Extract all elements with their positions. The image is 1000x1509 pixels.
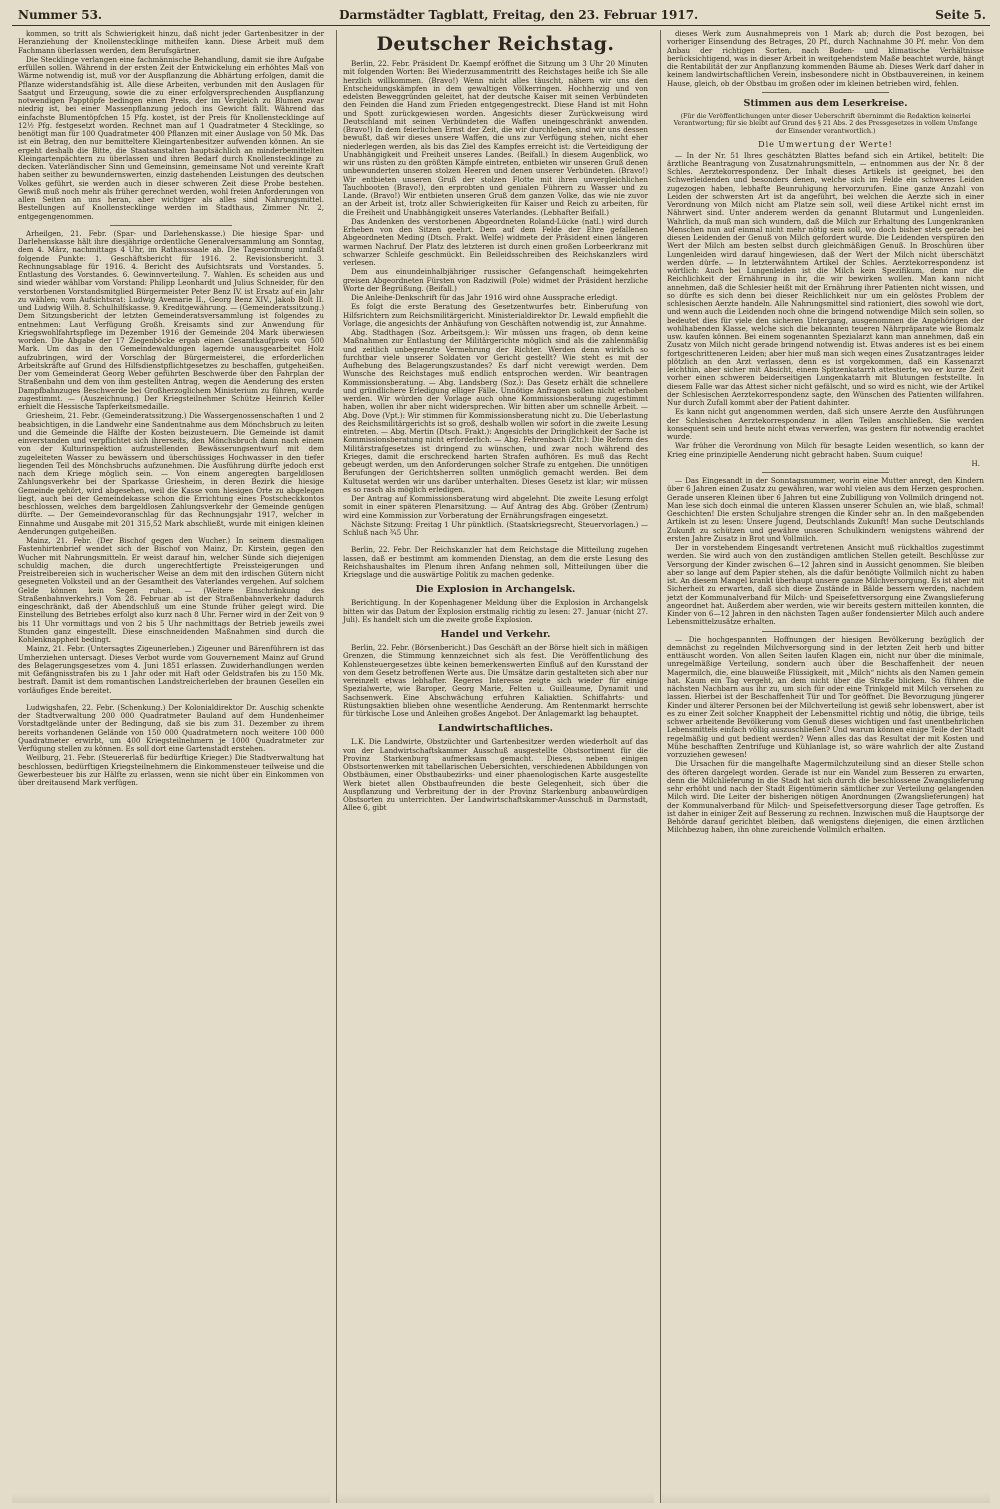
reichstag-radziwill: Dem aus einundeinhalbjähriger russischer Gefangenschaft heimgekehrten greisen Abgeordneten Fürsten von Radziwill (Pole) widmet der Präsident herzliche Worte der Begrüßung. (Beifall.) xyxy=(343,267,648,293)
letter-milk-suum-cuique: War früher die Verordnung von Milch für besagte Leiden wesentlich, so kann der Krieg eine prinzipielle Aenderung nicht gebracht haben. Suum cuique! xyxy=(667,441,984,459)
column-1 xyxy=(12,30,330,1503)
reichskanzler-note: Berlin, 22. Febr. Der Reichskanzler hat dem Reichstage die Mitteilung zugehen lassen, daß er bestimmt am kommenden Dienstag, an dem die erste Lesung des Reichshaushaltes im Plenum ihren Anfang nehmen soll, Mitteilungen über die Kriegslage und die auswärtige Politik zu machen gedenke. xyxy=(343,545,648,579)
divider xyxy=(762,472,889,473)
letter-milk-body: — In der Nr. 51 Ihres geschätzten Blattes befand sich ein Artikel, betitelt: Die ärztliche Beantragung von Zusatznahrungsmitteln, — entnommen aus der Nr. 8 der Schles. Aerztekorrespondenz. Der Inhalt dieses Artikels ist geeignet, bei den Schwerleidenden und besonders denen, welche sich im Felde ein schweres Leiden zugezogen haben, lebhafte Beunruhigung hervorzurufen. Eine ganze Anzahl von Leiden der schwersten Art ist da angeführt, bei welchen die Aerzte sich in einer Verordnung von Milch nicht am Platze sein soll, weil diese Artikel nicht ernst im Nährwert sind. Unter anderem werden da genannt Blutarmut und Lungenleiden. Wahrlich, da muß man sich wundern, daß die Milch zur Erhaltung des Lungenkranken Menschen nun auf einmal nicht mehr nötig sein soll, wo doch bisher stets gerade bei diesen Leidenden der Genuß von Milch gefordert wurde. Die Leidenden verspüren den Wert der Milch am besten selbst durch gleichmäßigen Genuß. In Broschüren über Lungenleiden wird darauf hingewiesen, daß der Wert der Milch nicht überschätzt werden dürfe. — In letzterwähntem Artikel der Schles. Aerztekorrespondenz ist wörtlich: Auch bei Lungenleiden ist die Milch kein Spezifikum, denn nur die Reichlichkeit der Ernährung in ihr, die wir bewirken wollen. Man kann nicht annehmen, daß die Schlesier heißt mit der Ernährung ihrer Patienten nicht wissen, und so dürfte es sich denn bei dieser Reichlichkeit nur um ein gelöstes Problem der schlesischen Aerzte handeln. Alle Nahrungsmittel sind rationiert, dies sowohl wie dort, und wenn auch die Leidenden noch ohne die bringend notwendige Milch sein sollen, so bedeutet dies für viele den sicheren Untergang, ausgenommen die Angehörigen der wohlhabenden Klasse, welche sich die bekannten teueren Nährpräparate wie Biomalz usw. kaufen können. Bei einem sogenannten Spezialarzt kann man annehmen, daß ein Zusatz von Milch nicht gerade bringend notwendig ist. Etwas anderes ist es bei einem fortgeschritteneren Leiden; aber hier muß man sich wegen eines Zusatzantrages leider plötzlich an den Arzt verlassen, denn es ist vorgekommen, daß ein Kassenarzt leichthin, aber sicher mit Absicht, einem Spitzenkatarrh attestierte, wo er kurze Zeit vorher einen schweren beiderseitigen Lungenkatarrh mit Blutungen feststellte. In diesem Falle war das Attest sicher nicht gefälscht, und so wird es nicht, wie der Artikel der Schlesischen Aerztekorrespondenz sagte, den Wünschen des Patienten willfahren. Nur durch Zufall kommt aber der Patient dahinter. xyxy=(667,150,984,408)
article-mainz-zigeuner: Mainz, 21. Febr. (Untersagtes Zigeunerleben.) Zigeuner und Bärenführern ist das Umherziehen untersagt. Dieses Verbot wurde vom Gouvernement Mainz auf Grund des Belagerungsgesetzes vom 4. Juni 1851 erlassen. Zuwiderhandlungen werden mit Gefängnisstrafen bis zu 1 Jahr oder mit Haft oder Geldstrafen bis zu 150 Mk. bestraft. Damit ist dem romantischen Landstreicherleben der braunen Gesellen ein vorläufiges Ende bereitet. xyxy=(18,644,324,695)
heading-explosion: Die Explosion in Archangelsk. xyxy=(415,584,576,596)
reichstag-next-session: Nächste Sitzung: Freitag 1 Uhr pünktlich. (Staatskriegsrecht, Steuervorlagen.) — Schluß nach ¾5 Uhr. xyxy=(343,519,648,537)
letter-children-milk: — Das Eingesandt in der Sonntagsnummer, worin eine Mutter anregt, den Kindern über 6 Jahren einen Zusatz zu gewähren, war wohl vielen aus dem Herzen gesprochen. Gerade unseren Kleinen über 6 Jahren tut eine Zubilligung von Vollmilch dringend not. Man lese sich doch einmal die unteren Klassen unserer Schulen an, wie blaß, schmal! Geschichten! Die ersten Schuljahre strengen die Kinder sehr an. In den maßgebenden Artikeln ist zu lesen: Unsere Jugend, Deutschlands Zukunft! Man suche Deutschlands Zukunft zu schützen und gewähre unseren Schulkindern wenigstens während der ersten Jahre Zusatz in Brot und Vollmilch. xyxy=(667,476,984,543)
divider xyxy=(110,699,232,700)
letter-milk-aerzte: Es kann nicht gut angenommen werden, daß sich unsere Aerzte den Ausführungen der Schlesischen Aerztekorrespondenz in allen Teilen anschließen. Sie werden konsequent sein und heute nicht etwas verwerfen, was gestern für notwendig erachtet wurde. xyxy=(667,407,984,442)
editor-reply-children: Der in vorstehendem Eingesandt vertretenen Ansicht muß rückhaltlos zugestimmt werden. Sie wird auch von den zuständigen amtlichen Stellen geteilt. Beschlüsse zur Versorgung der Kinder zwischen 6—12 Jahren sind in Aussicht genommen. Sie bleiben aber so lange auf dem Papier stehen, als die dafür benötigte Vollmilch nicht zu haben ist. An diesem Mangel krankt überhaupt unsere ganze Milchversorgung. Es ist aber mit Sicherheit zu erwarten, daß sich diese Zustände in Bälde bessern werden, nachdem jetzt der Kommunalverband für Milch- und Speisefettversorgung eine Zwangslieferung angeordnet hat. Außerdem aber werden, wie wir bereits gestern mitteilen konnten, die Kinder von 6—12 Jahren in den nächsten Tagen außer fondensierter Milch auch andere Lebensmittelzusätze erhalten. xyxy=(667,543,984,627)
heading-leserkreis: Stimmen aus dem Leserkreise. xyxy=(743,97,908,109)
explosion-correction: Berichtigung. In der Kopenhagener Meldung über die Explosion in Archangelsk bitten wir das Datum der Explosion erstmalig richtig zu lesen: 27. Januar (nicht 27. Juli). Es handelt sich um die zweite große Explosion. xyxy=(343,598,648,624)
divider xyxy=(762,631,889,632)
landwirtschaft-article: L.K. Die Landwirte, Obstzüchter und Gartenbesitzer werden wiederholt auf das von der Landwirtschaftskammer Ausschuß ausgestellte Obstsortiment für die Provinz Starkenburg aufmerksam gemacht. Dieses, neben einigen Obstsortenwerken mit tabellarischen Uebersichten, verschiedenen Abbildungen von Obstbäumen, einer Obstbaubezirks- und einer phaenologischen Karte ausgestellte Werk bietet allen Obstbaufreunden die beste Gelegenheit, sich über die Auspflanzung und Verbreitung der in der Provinz Starkenburg anbauwürdigen Obstsorten zu unterrichten. Der Landwirtschaftskammer-Ausschuß in Darmstadt, Allee 6, gibt xyxy=(343,737,648,813)
column-fade xyxy=(337,1493,654,1503)
page-number: Seite 5. xyxy=(935,8,986,22)
heading-handel: Handel und Verkehr. xyxy=(440,629,551,640)
reichstag-hilfsrichter: Es folgt die erste Beratung des Gesetzentwurfes betr. Einberufung von Hilfsrichtern zum Reichsmilitärgericht. Ministerialdirektor Dr. Lewald empfiehlt die Vorlage, die angesichts der Anhäufung von Geschäften notwendig ist, zur Annahme. xyxy=(343,302,648,328)
editor-reply-magermilch: Die Ursachen für die mangelhafte Magermilchzuteilung sind an dieser Stelle schon des öfteren dargelegt worden. Gerade ist nur ein Wandel zum Besseren zu erwarten, denn die Milchlieferung in die Stadt hat sich durch die beschlossene Zwangslieferung sehr erhöht und nach der Stadt Eigentümerin sämtlicher zur Verteilung gelangenden Milch wird. Die Leiter der bisherigen nötigen Anordnungen (Zwangslieferungen) hat der Kommunalverband für Milch- und Speisefettversorgung dieser Tage getroffen. Es ist daher in einiger Zeit auf Besserung zu rechnen. Inzwischen muß die Hauptsorge der Behörde darauf gerichtet bleiben, daß wenigstens diejenigen, die einen ärztlichen Milchbezug haben, ihn ohne zureichende Vollmilch erhalten. xyxy=(667,759,984,835)
reichstag-anleihe: Die Anleihe-Denkschrift für das Jahr 1916 wird ohne Aussprache erledigt. xyxy=(351,293,618,302)
letter-magermilch: — Die hochgespannten Hoffnungen der hiesigen Bevölkerung bezüglich der demnächst zu regelnden Milchversorgung sind in der letzten Zeit herb und bitter enttäuscht worden. Von allen Seiten laufen Klagen ein, nicht nur über die minimale, unregelmäßige Verteilung, sondern auch über die Beschaffenheit der neuen Magermilch, die, eine blauweiße Flüssigkeit, mit „Milch“ nichts als den Namen gemein hat. Kaum ein Tag vergeht, an dem nicht über die Straße blicken. So führen die nächsten Nachbarn aus ihr zu, um sich für oder eine Trinkgeld mit Milch versehen zu lassen. Hierbei ist der Beschaffenheit Tür und Tor geöffnet. Die Bevorzugung jüngerer Kinder und älterer Personen bei der Milchverteilung ist gewiß sehr lobenswert, aber ist es zu einer Zeit solcher Knappheit der Lebensmittel richtig und nötig, die übrige, teils schwer arbeitende Bevölkerung vom Genuß dieses wichtigen und fast unentbehrlichen Lebensmittels einfach völlig auszuschließen? Und warum können einige Teile der Stadt regelmäßig und gut bedient werden? Wenn alles das das Resultat der mit Kosten und Mühe beschafften Zentrifuge und Kühlanlage ist, so wäre wahrlich der alte Zustand vorzuziehen gewesen! xyxy=(667,634,984,760)
column-2 xyxy=(336,30,654,1503)
paper-date: Darmstädter Tagblatt, Freitag, den 23. Februar 1917. xyxy=(339,8,699,22)
divider xyxy=(762,92,889,93)
issue-number: Nummer 53. xyxy=(18,8,103,22)
boersenbericht: Berlin, 22. Febr. (Börsenbericht.) Das Geschäft an der Börse hielt sich in mäßigen Grenzen, die Stimmung kennzeichnet sich als fest. Die Veröffentlichung des Kohlensteuergesetzes übte keinen bemerkenswerten Einfluß auf den Kursstand der von dem Gesetz betroffenen Werte aus. Die Umsätze darin gestalteten sich aber nur vereinzelt etwas lebhafter. Regeres Interesse zeigte sich wieder für einige Spezialwerte, wie Baroper, Georg Marie, Felten u. Guilleaume, Dynamit und Sachsenwerk. Eine Abschwächung erfuhren Kaliaktien. Schiffahrts- und Rüstungsaktien blieben ohne wesentliche Aenderung. Am Rentenmarkt herrschte für türkische Lose und Anleihen großes Angebot. Der Anlagemarkt lag behauptet. xyxy=(343,643,648,718)
divider xyxy=(435,541,557,542)
subheading-umwertung: Die Umwertung der Werte! xyxy=(758,139,893,149)
columns xyxy=(12,30,990,1503)
editorial-disclaimer: (Für die Veröffentlichungen unter dieser Ueberschrift übernimmt die Redaktion keinerlei Verantwortung; für sie bleibt auf Grund des § 21 Abs. 2 des Pressgesetzes in vollem Umfange der Einsender verantwortlich.) xyxy=(673,111,978,135)
divider xyxy=(110,225,232,226)
column-fade xyxy=(12,1493,330,1503)
reichstag-opening: Berlin, 22. Febr. Präsident Dr. Kaempf eröffnet die Sitzung um 3 Uhr 20 Minuten mit folgenden Worten: Bei Wiederzusammentritt des Reichstages heiße ich Sie alle herzlich willkommen. (Bravo!) Wenn nicht alles täuscht, nähern wir uns den Entscheidungskämpfen in dem gewaltigen Völkerringen. Hochherzig und von edelsten Beweggründen geleitet, hat der deutsche Kaiser mit seinen Verbündeten den Feinden die Hand zum Frieden entgegengestreckt. Diese Hand ist mit Hohn und Spott zurückgewiesen worden. Angesichts dieser Zurückweisung wird Deutschland mit seinen Verbündeten die Waffen uneingeschränkt anwenden. (Bravo!) In dem feierlichen Ernst der Zeit, die wir durchleben, sind wir uns dessen bewußt, daß wir dieses unsere Waffen, die uns zur Verfügung stehen, nicht eher niederlegen werden, als bis das Ziel des Kampfes erreicht ist: die Verteidigung der Unabhängigkeit und Freiheit unseres Landes. (Beifall.) In diesem Augenblick, wo wir uns rüsten zu den größten Kämpfe eintreten, entbieten wir unseren Gruß denen unbewunderten unseren stolzen Heeren und denen unserer Verbündeten. (Bravo!) Wir entbieten unseren Gruß der stolzen Flotte mit ihren unvergleichlichen Tauchbooten (Bravo!), den erprobten und genialen Führern zu Wasser und zu Lande. (Bravo!) Wir entbieten unseren Gruß dem ganzen Volke, das wie nie zuvor an der Arbeit ist, trotz aller Schwierigkeiten für Kaiser und Reich zu arbeiten, für die Freiheit und Unabhängigkeit unseres Vaterlandes. (Lebhafter Beifall.) xyxy=(343,59,648,217)
reichstag-vote: Der Antrag auf Kommissionsberatung wird abgelehnt. Die zweite Lesung erfolgt somit in einer späteren Plenarsitzung. — Auf Antrag des Abg. Gröber (Zentrum) wird eine Kommission zur Vorberatung der Ernährungsfragen eingesetzt. xyxy=(343,494,648,520)
column-3 xyxy=(660,30,990,1503)
page-header xyxy=(12,8,990,26)
heading-landwirtschaft: Landwirtschaftliches. xyxy=(438,723,553,735)
article-griesheim: Griesheim, 21. Febr. (Gemeinderatssitzung.) Die Wassergenossenschaften 1 und 2 beabsichtigen, in die Landwehr eine Sandentnahme aus dem Mönchsbruch zu leiten und die Gemeinde die Hälfte der Kosten beizusteuern. Die Gemeinde ist damit einverstanden und verpflichtet sich ihrerseits, den Mönchsbruch dann nach einem von der Kulturinspektion aufzustellenden Bewässerungsentwurf mit dem zugeleiteten Wasser zu bewässern und überschüssiges Hochwasser in den tiefer liegenden Teil des Mönchsbruchs aufzunehmen. Die Ausführung dürfte jedoch erst nach dem Kriege möglich sein. — Von einem angeregten bargeldlosen Zahlungsverkehr bei der Sparkasse Griesheim, in deren Bezirk die hiesige Gemeinde gehört, wird abgesehen, weil die Kasse vom hiesigen Orte zu abgelegen liegt, auch bei der Gemeindekasse schon die Errichtung eines Postscheckkontos beschlossen, welches dem bargeldlosen Zahlungsverkehr der Gemeinde genügen dürfte. — Der Gemeindevoranschlag für das Rechnungsjahr 1917, welcher in Einnahme und Ausgabe mit 201 315,52 Mark abschließt, wurde mit einigen kleinen Aenderungen gutgeheißen. xyxy=(18,411,324,536)
article-weilburg: Weilburg, 21. Febr. (Steuererlaß für bedürftige Krieger.) Die Stadtverwaltung hat beschlossen, bedürftigen Kriegsteilnehmern die Einkommensteuer teilweise und die Gewerbesteuer bis zur Hälfte zu erlassen, wenn sie nicht über ein Einkommen von über dreitausend Mark verfügen. xyxy=(18,753,324,787)
landwirtschaft-continued: dieses Werk zum Ausnahmepreis von 1 Mark ab; durch die Post bezogen, bei vorheriger Einsendung des Betrages, 20 Pf., durch Nachnahme 30 Pf. mehr. Von dem Anbau der richtigen Sorten, nach Boden- und klimatische Verhältnisse berücksichtigend, was in dieser Arbeit in weitgehendstem Maße beachtet wurde, hängt die Rentabilität der zur Anpflanzung kommenden Bäume ab. Dieses Werk darf daher in keinem landwirtschaftlichen Verein, insbesondere nicht in Obstbauvereinen, in keinem Hause, gleich, ob der Obstbau im großen oder im kleinen betrieben wird, fehlen. xyxy=(667,30,984,88)
article-mainz-wucher: Mainz, 21. Febr. (Der Bischof gegen den Wucher.) In seinem diesmaligen Fastenhirtenbrief wendet sich der Bischof von Mainz, Dr. Kirstein, gegen den Wucher mit Nahrungsmitteln. Er weist darauf hin, welcher Sünde sich diejenigen schuldig machen, die durch ungerechtfertigte Preissteigerungen und Preistreibereien sich in wucherischer Weise an dem mit den irdischen Gütern nicht gesegneten Volksteil und an der Gesamtheit des Vaterlandes vergehen. Auf solchem Gelde können kein Segen ruhen. — (Weitere Einschränkung des Straßenbahnverkehrs.) Vom 28. Februar ab ist der Straßenbahnverkehr dadurch eingeschränkt, daß der Abendschluß um eine Stunde früher gelegt wird. Die Einstellung des Betriebes erfolgt also kurz nach 8 Uhr. Ferner wird in der Zeit von 9 bis 11 Uhr vormittags und von 2 bis 5 Uhr nachmittags der Betrieb jeweils zwei Stunden ganz eingestellt. Diese einschneidenden Maßnahmen sind durch die Kohlenknappheit bedingt. xyxy=(18,536,324,644)
article-knollen-body: Die Stecklinge verlangen eine fachmännische Behandlung, damit sie ihre Aufgabe erfüllen sollen. Während in der ersten Zeit der Entwickelung ein erhöhtes Maß von Wärme notwendig ist, muß vor der Auspflanzung die Abhärtung erfolgen, damit die Pflanze widerstandsfähig ist. Alle diese Arbeiten, verbunden mit den Auslagen für Saatgut und Erzeugung, sowie die zu einer erfolgversprechenden Auspflanzung notwendigen Papptöpfe bedingen einen Preis, der im Vergleich zu Blumen zwar niedrig ist, bei einer Massenpflanzung jedoch ins Gewicht fällt. Während das einfachste Blumentöpfchen 15 Pfg. kostet, ist der Preis für Knollenstecklinge auf 12½ Pfg. festgesetzt worden. Rechnet man auf 1 Quadratmeter 4 Stecklinge, so benötigt man für 100 Quadratmeter 400 Pflanzen mit einer Auslage von 50 Mk. Das ist ein Betrag, den nur bemitteltere Kleingartenbesitzer aufwenden können. An sie ergeht deshalb die Bitte, die Staatsanstalten hauptsächlich an minderbemittelten Kleingartenpächtern zu überlassen und ihren Bedarf durch Knollenstecklinge zu decken. Vaterländischer Sinn und Gemeinsinn, gemeinsame Not und vereinte Kraft haben seither zu bewundernswerten, einzig dastehenden Leistungen des deutschen Volkes geführt, sie werden auch in dieser schweren Zeit diese Probe bestehen. Gewiß muß noch mehr als früher gerechnet werden, wohl freien Anforderungen von allen Seiten an uns heran, aber wichtiger als alles sind Nahrungsmittel. Bestellungen auf Knollenstecklinge werden im Stadthaus, Zimmer Nr. 2, entgegengenommen. xyxy=(18,54,324,221)
column-fade xyxy=(661,1493,990,1503)
article-ludwigshafen: Ludwigshafen, 22. Febr. (Schenkung.) Der Kolonialdirektor Dr. Auschig schenkte der Stadtverwaltung 200 000 Quadratmeter Bauland auf dem Hundenheimer Vorstadtgelände unter der Bedingung, daß sie bis zum 31. Dezember zu ihrem bereits vorhandenen Gelände von 150 000 Quadratmetern noch weitere 100 000 Quadratmeter erwirbt, um 400 Kriegsteilnehmern je 1000 Quadratmeter zur Verfügung stellen zu können. Es soll dort eine Gartenstadt erstehen. xyxy=(18,702,324,753)
heading-reichstag: Deutscher Reichstag. xyxy=(376,33,615,55)
letter-signature: H. xyxy=(971,458,980,468)
reichstag-debate: Abg. Stadthagen (Soz. Arbeitsgem.): Wir müssen uns fragen, ob denn keine Maßnahmen zur Entlastung der Militärgerichte möglich sind als die zahlenmäßig und zeitlich unbegrenzte Vermehrung der Richter. Werden denn wirklich so furchtbar viele unserer Soldaten vor Gericht gestellt? Wie steht es mit der Aufhebung des Belagerungszustandes? Es darf nicht verewigt werden. Dem Wunsche des Reichstages muß endlich entsprochen werden. Wir beantragen Kommissionsberatung. — Abg. Landsberg (Soz.): Das Gesetz erhält die schnellere und gründlichere Erledigung elliger Fälle. Unnötige Anfragen sollen nicht erhoben werden. Wir würden der Vorlage auch ohne Kommissionsberatung zugestimmt haben, wollen ihr aber nicht widersprechen. Wir bitten aber um schnelle Arbeit. — Abg. Dove (Vpt.): Wir stimmen für Kommissionsberatung nicht zu. Die Ueberlastung des Reichsmilitärgerichts ist so groß, deshalb wollen wir sofort in die zweite Lesung eintreten. — Abg. Mertin (Dtsch. Frakt.): Angesichts der Dringlichkeit der Sache ist Kommissionsberatung nicht erforderlich. — Abg. Fehrenbach (Ztr.): Die Reform des Militärstrafgesetzes ist dringend zu wünschen, und zwar noch während des Krieges, damit die erschreckend harten Strafen aufhören. Es muß das Recht gebeugt werden, um den Anforderungen solcher Strafe zu entgehen. Die unnötigen Berufungen der Gerichtsherren sollten unmöglich gemacht werden. Bei dem Kultusetat werden wir uns darüber unterhalten. Dieses Gesetz ist klar; wir müssen es so rasch als möglich erledigen. xyxy=(343,328,648,494)
article-knollen-end: kommen, so tritt als Schwierigkeit hinzu, daß nicht jeder Gartenbesitzer in der Heranziehung der Knollenstecklinge mitheifen kann. Diese Arbeit muß dem Fachmann überlassen werden, dem Berufsgärtner. xyxy=(18,30,324,55)
reichstag-andenken: Das Andenken des verstorbenen Abgeordneten Roland-Lücke (natl.) wird durch Erheben von den Sitzen geehrt. Dem auf dem Felde der Ehre gefallenen Abgeordneten Meding (Dtsch. Frakt. Welfe) widmete der Präsident einen längeren warmen Nachruf. Der Platz des letzteren ist durch einen großen Lorbeerkranz mit schwarzer Schleife geschmückt. Ein Beileidsschreiben des Reichskanzlers wird verlesen. xyxy=(343,216,648,267)
article-arheilgen: Arheilgen, 21. Febr. (Spar- und Darlehenskasse.) Die hiesige Spar- und Darlehenskasse hält ihre diesjährige ordentliche Generalversammlung am Sonntag, dem 4. März, nachmittags 4 Uhr, im Rathaussaale ab. Die Tagesordnung umfaßt folgende Punkte: 1. Geschäftsbericht für 1916. 2. Revisionsbericht. 3. Rechnungsablage für 1916. 4. Bericht des Aufsichtsrats und Vorstandes. 5. Entlastung des Vorstandes. 6. Gewinnverteilung. 7. Wahlen. Es scheiden aus und sind wieder wählbar vom Vorstand: Philipp Leonhardt und Julius Schneider, für den verstorbenen Vorstandsmitglied Bürgermeister Peter Benz IV. ist Ersatz auf ein Jahr zu wählen; vom Aufsichtsrat: Ludwig Avemarie II., Georg Benz XIV., Jakob Bolt II. und Ludwig Wilh. 8. Schulhilfskasse. 9. Kreditgewährung. — (Gemeinderatssitzung.) Dem Sitzungsbericht der letzten Gemeinderatsversammlung ist folgendes zu entnehmen: Laut Verfügung Großh. Kreisamts sind zur Anwendung für Kriegswohlfahrtspflege im Dezember 1916 der Gemeinde 204 Mark überwiesen worden. Die Abgabe der 17 Ziegenböcke ergab einen Gesamtkaufpreis von 500 Mark. Um das in den Gemeindewaldungen lagernde unausgearbeitet Holz aufzubringen, wird der Vorschlag der Bürgermeisterei, die erforderlichen Arbeitskräfte auf Grund des Hilfsdienstpflichtgesetzes zu beschaffen, gutgeheißen. Der vom Gemeinderat Georg Weber geführten Beschwerde über den Fahrplan der Straßenbahn und dem von ihm gestellten Antrag, wegen die Aenderung des ersten Dampfbahnzuges Beschwerde bei Großherzoglichem Ministerium zu führen, wurde zugestimmt. — (Auszeichnung.) Der Kriegsteilnehmer Schütze Heinrich Keller erhielt die Hessische Tapferkeitsmedaille. xyxy=(18,228,324,411)
